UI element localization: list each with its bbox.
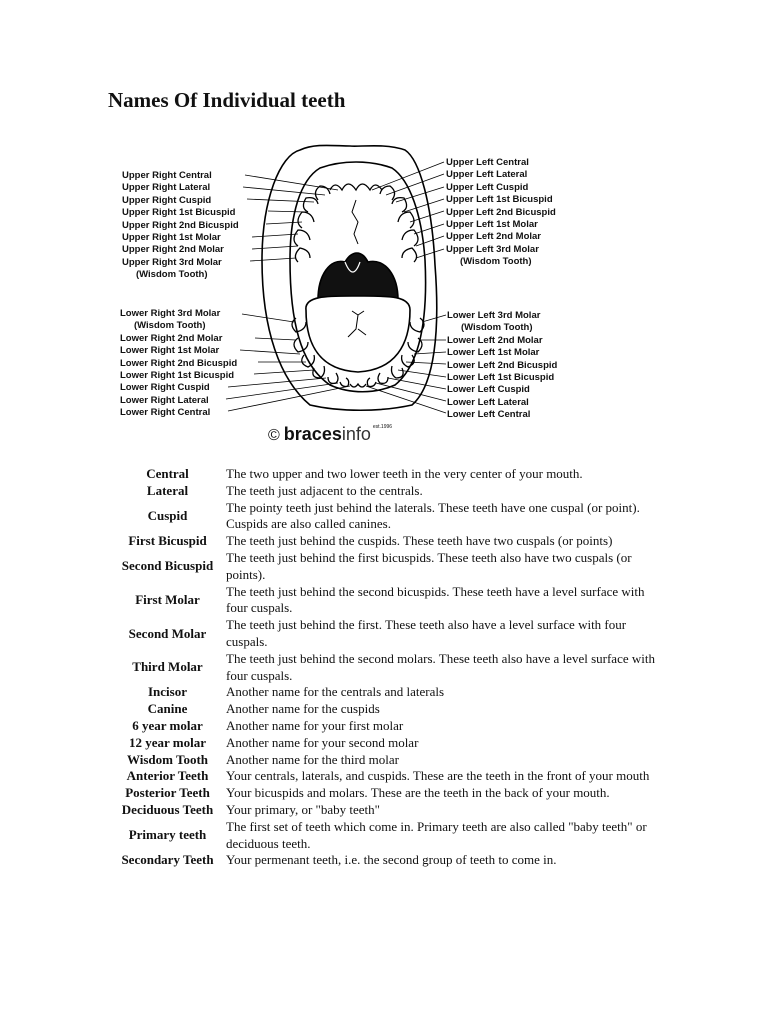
glossary-definition: Another name for your first molar	[226, 717, 404, 733]
glossary-term: Cuspid	[147, 507, 188, 523]
glossary-term: Second Bicuspid	[121, 558, 214, 574]
logo-est-note: est.1996	[372, 424, 393, 430]
label-lower-left-wisdom-note: (Wisdom Tooth)	[461, 322, 533, 334]
label-upper-left-2nd-bicuspid: Upper Left 2nd Bicuspid	[446, 206, 556, 218]
glossary-term: Third Molar	[132, 659, 203, 675]
label-lower-right-1st-molar: Lower Right 1st Molar	[120, 345, 220, 357]
label-lower-left-1st-bicuspid: Lower Left 1st Bicuspid	[447, 371, 555, 383]
glossary-row	[111, 785, 663, 802]
palate	[352, 200, 358, 244]
glossary-row	[111, 533, 663, 550]
label-upper-right-cuspid: Upper Right Cuspid	[122, 194, 212, 206]
glossary-definition: The teeth just behind the second molars. These teeth also have a level surface with four cuspals.	[226, 650, 655, 683]
glossary-row	[111, 466, 663, 483]
glossary-term: Anterior Teeth	[126, 768, 209, 784]
label-lower-left-1st-molar: Lower Left 1st Molar	[447, 347, 540, 359]
label-lower-left-central: Lower Left Central	[447, 409, 531, 421]
bracesinfo-logo	[268, 424, 394, 445]
glossary-term: 6 year molar	[132, 717, 203, 733]
label-lower-left-lateral: Lower Left Lateral	[447, 396, 529, 408]
glossary-row	[111, 500, 663, 534]
glossary-definition: The pointy teeth just behind the laterals. These teeth have one cuspal (or point). Cuspids are also called canines.	[226, 499, 640, 532]
label-lower-right-wisdom-note: (Wisdom Tooth)	[134, 320, 206, 332]
label-upper-left-lateral: Upper Left Lateral	[446, 169, 528, 181]
glossary-term: Lateral	[146, 482, 189, 498]
lower-right-labels	[120, 308, 237, 420]
glossary-row	[111, 735, 663, 752]
throat	[318, 253, 398, 300]
label-lower-right-2nd-bicuspid: Lower Right 2nd Bicuspid	[120, 357, 238, 369]
label-upper-left-2nd-molar: Upper Left 2nd Molar	[446, 231, 542, 243]
upper-right-labels	[122, 170, 239, 282]
glossary-definition: The first set of teeth which come in. Primary teeth are also called "baby teeth" or deciduous teeth.	[226, 818, 647, 851]
label-upper-left-wisdom-note: (Wisdom Tooth)	[460, 256, 532, 268]
glossary-row	[111, 852, 663, 869]
glossary-definition: The teeth just behind the first. These teeth also have a level surface with four cuspals.	[226, 617, 627, 649]
glossary-row	[111, 651, 663, 685]
tongue	[306, 296, 410, 372]
lower-left-labels	[447, 310, 557, 422]
page-title: Names Of Individual teeth	[108, 88, 346, 112]
glossary-row	[111, 802, 663, 819]
label-lower-right-2nd-molar: Lower Right 2nd Molar	[120, 332, 223, 344]
label-upper-left-1st-bicuspid: Upper Left 1st Bicuspid	[446, 194, 553, 206]
glossary-definition: The teeth just adjacent to the centrals.	[226, 482, 423, 498]
glossary-row	[111, 768, 663, 785]
glossary-term: First Bicuspid	[128, 533, 207, 549]
label-upper-right-central: Upper Right Central	[122, 170, 212, 181]
glossary-row	[111, 752, 663, 769]
glossary-definition: Your primary, or "baby teeth"	[226, 801, 380, 817]
teeth-glossary-table	[111, 466, 663, 869]
mouth-diagram	[0, 0, 768, 460]
label-upper-left-1st-molar: Upper Left 1st Molar	[446, 218, 538, 230]
glossary-term: 12 year molar	[128, 734, 207, 750]
label-upper-right-wisdom-note: (Wisdom Tooth)	[136, 269, 208, 281]
upper-left-labels	[446, 157, 556, 269]
label-upper-right-2nd-bicuspid: Upper Right 2nd Bicuspid	[122, 219, 239, 231]
glossary-definition: The teeth just behind the first bicuspids. These teeth also have two cuspals (or points).	[226, 549, 632, 582]
glossary-definition: Your permenant teeth, i.e. the second group of teeth to come in.	[226, 852, 557, 868]
glossary-definition: Another name for the cuspids	[226, 701, 380, 717]
glossary-definition: Your bicuspids and molars. These are the teeth in the back of your mouth.	[226, 785, 610, 801]
label-lower-right-3rd-molar: Lower Right 3rd Molar	[120, 308, 221, 319]
glossary-definition: Another name for the centrals and laterals	[226, 684, 445, 700]
glossary-row	[111, 617, 663, 651]
label-upper-left-cuspid: Upper Left Cuspid	[446, 181, 529, 193]
glossary-term: Primary teeth	[128, 827, 207, 843]
logo-brand-light: info	[341, 424, 371, 444]
label-lower-right-1st-bicuspid: Lower Right 1st Bicuspid	[120, 369, 235, 381]
label-upper-right-lateral: Upper Right Lateral	[122, 182, 211, 194]
glossary-definition: The teeth just behind the second bicuspids. These teeth have a level surface with four cuspals.	[226, 583, 645, 616]
glossary-term: Canine	[147, 701, 188, 717]
glossary-term: Second Molar	[128, 625, 207, 641]
label-lower-right-lateral: Lower Right Lateral	[120, 394, 209, 406]
label-upper-left-3rd-molar: Upper Left 3rd Molar	[446, 243, 539, 255]
glossary-row	[111, 819, 663, 853]
logo-brand-bold: braces	[283, 424, 342, 444]
label-lower-left-cuspid: Lower Left Cuspid	[447, 384, 530, 396]
copyright-symbol: ©	[268, 427, 280, 444]
glossary-term: Incisor	[148, 684, 187, 700]
label-lower-right-cuspid: Lower Right Cuspid	[120, 382, 210, 394]
label-lower-left-2nd-bicuspid: Lower Left 2nd Bicuspid	[447, 359, 558, 371]
glossary-definition: The teeth just behind the cuspids. These teeth have two cuspals (or points)	[226, 533, 613, 549]
glossary-term: Secondary Teeth	[121, 852, 214, 868]
label-upper-right-1st-molar: Upper Right 1st Molar	[122, 231, 221, 243]
glossary-term: Central	[146, 466, 189, 481]
glossary-definition: Another name for the third molar	[226, 751, 399, 767]
glossary-row	[111, 701, 663, 718]
label-upper-left-central: Upper Left Central	[446, 157, 529, 168]
glossary-definition: The two upper and two lower teeth in the very center of your mouth.	[226, 466, 583, 481]
label-lower-right-central: Lower Right Central	[120, 407, 211, 419]
glossary-row	[111, 483, 663, 500]
glossary-definition: Another name for your second molar	[226, 734, 419, 750]
glossary-term: Wisdom Tooth	[126, 751, 209, 767]
glossary-row	[111, 584, 663, 618]
glossary-definition: Your centrals, laterals, and cuspids. These are the teeth in the front of your mouth	[226, 768, 650, 784]
label-upper-right-2nd-molar: Upper Right 2nd Molar	[122, 244, 224, 256]
glossary-row	[111, 550, 663, 584]
glossary-row	[111, 718, 663, 735]
glossary-row	[111, 684, 663, 701]
glossary-term: First Molar	[135, 591, 200, 607]
label-upper-right-3rd-molar: Upper Right 3rd Molar	[122, 256, 222, 268]
label-lower-left-3rd-molar: Lower Left 3rd Molar	[447, 310, 541, 321]
logo-wordmark	[284, 424, 371, 445]
glossary-term: Deciduous Teeth	[121, 801, 214, 817]
glossary-term: Posterior Teeth	[125, 785, 210, 801]
label-lower-left-2nd-molar: Lower Left 2nd Molar	[447, 334, 543, 346]
upper-teeth	[294, 184, 418, 262]
label-upper-right-1st-bicuspid: Upper Right 1st Bicuspid	[122, 207, 236, 219]
